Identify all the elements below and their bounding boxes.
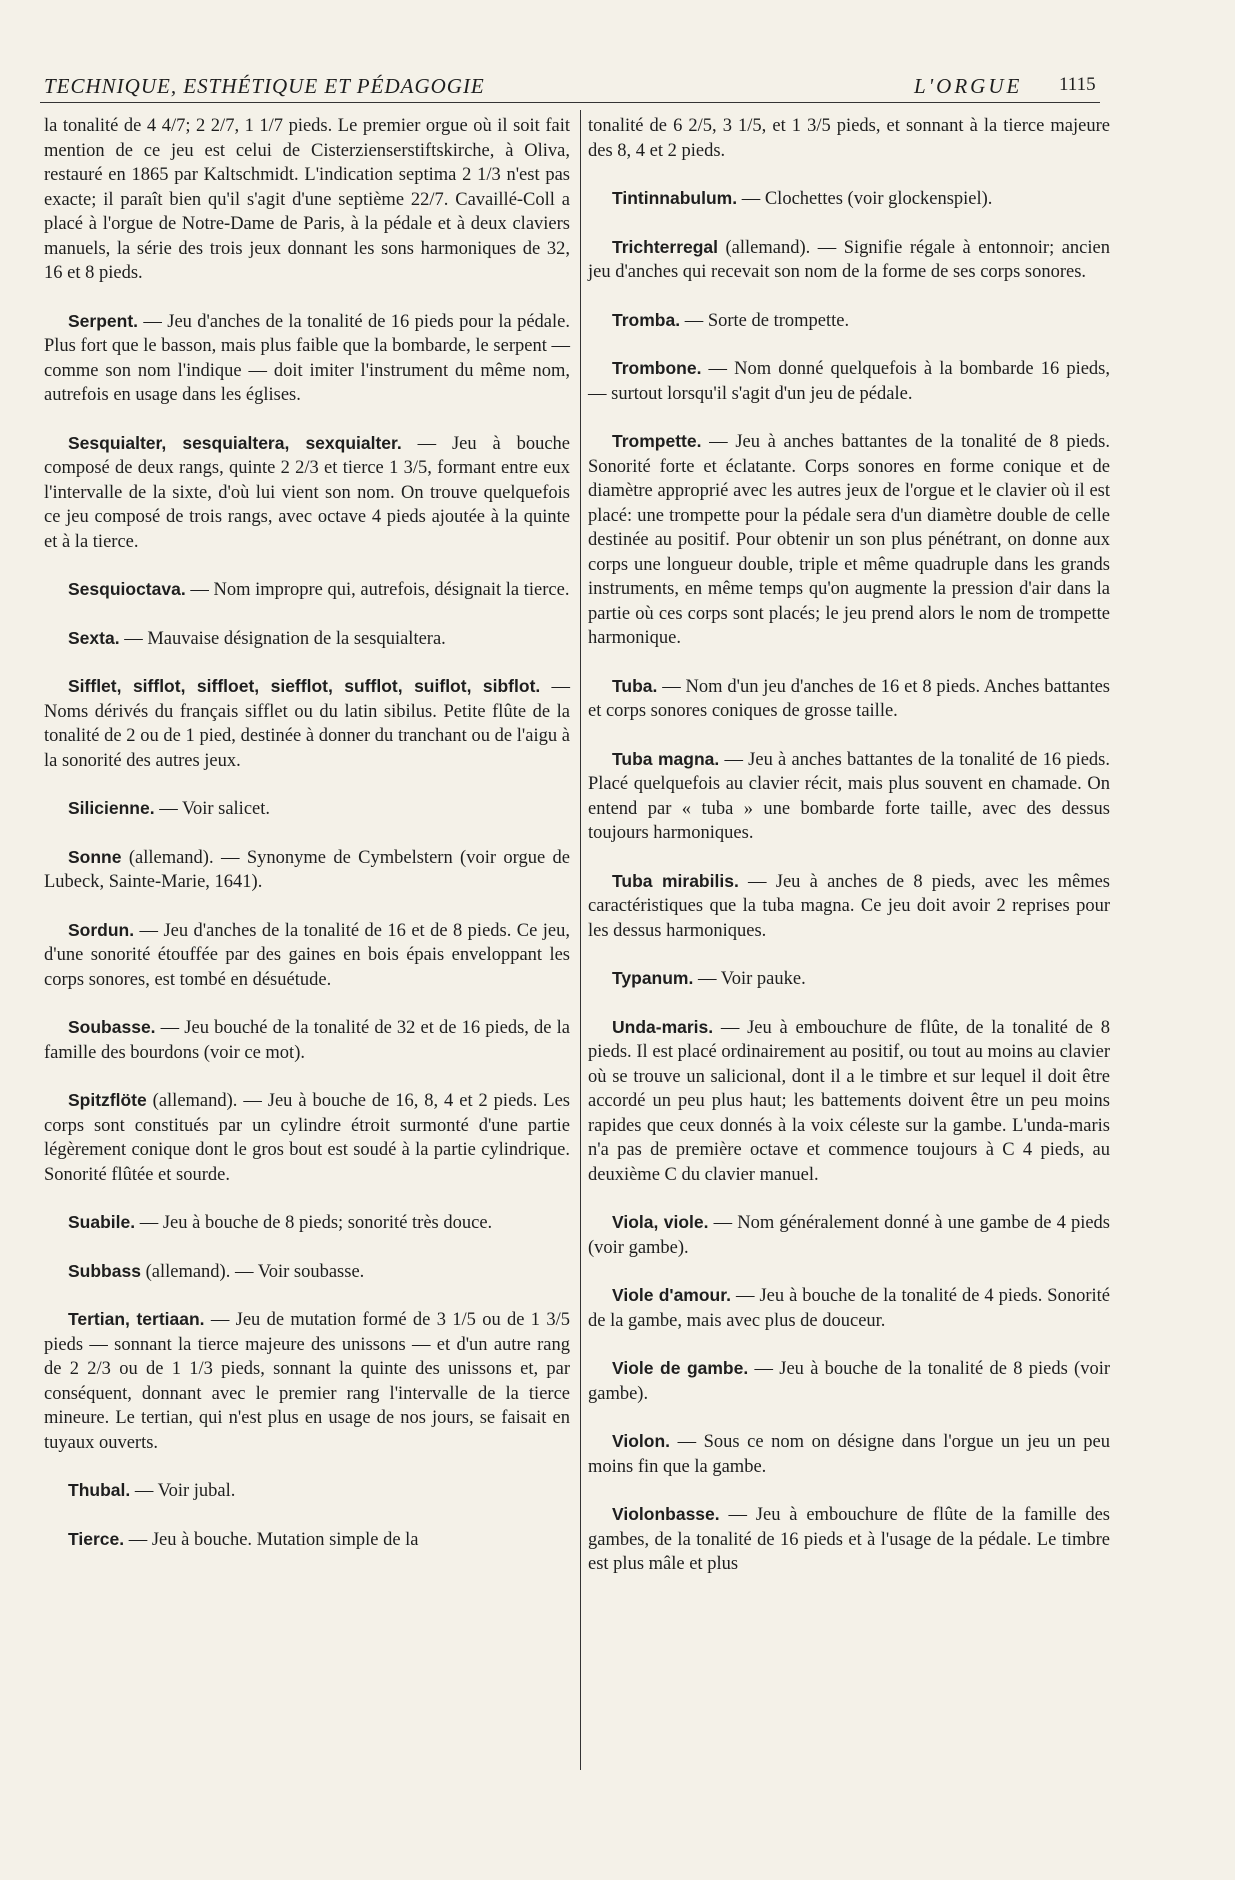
entry-text: — Nom impropre qui, autrefois, désignait la tierce.: [185, 580, 570, 600]
dictionary-entry: [44, 1478, 570, 1504]
entry-text: — Mauvaise désignation de la sesquialtera.: [119, 628, 446, 649]
entry-text: — Jeu à anches battantes de la tonalité de 8 pieds. Sonorité forte et éclatante. Corps sonores en forme conique et de diamètre approprié avec les autres jeux de l'orgue et le clavier où il est placé: une trompette pour la pédale sera d'un diamètre double de celle destinée au positif. Pour obtenir un son plus pénétrant, on donne aux corps une longueur double, triple et même quadruple dans les grands instruments, en même temps qu'on augmente la pression d'air dans la partie où ces corps sont placés; le jeu prend alors le nom de trompette harmonique.: [588, 432, 1110, 648]
entry-text: (allemand). — Signifie régale à entonnoir; ancien jeu d'anches qui recevait son nom de la forme de ses corps sonores.: [588, 237, 1110, 282]
entry-text: — Jeu bouché de la tonalité de 32 et de 16 pieds, de la famille des bourdons (voir ce mot).: [44, 1018, 570, 1063]
entry-term: Spitzflöte: [68, 1090, 147, 1110]
entry-term: Tromba.: [612, 309, 681, 330]
entry-text: — Jeu à bouche. Mutation simple de la: [124, 1529, 419, 1550]
entry-term: Tuba mirabilis.: [612, 870, 739, 891]
dictionary-entry: [44, 918, 570, 993]
entry-text: — Voir pauke.: [693, 969, 806, 989]
entry-term: Trompette.: [612, 431, 702, 451]
dictionary-entry: [44, 1527, 570, 1553]
dictionary-entry: [588, 747, 1110, 846]
entry-text: — Jeu à bouche de 8 pieds; sonorité très douce.: [135, 1213, 493, 1233]
entry-text: — Jeu à anches de 8 pieds, avec les mêmes caractéristiques que la tuba magna. Ce jeu doit avoir 2 reprises pour les dessus harmoniques.: [588, 871, 1110, 941]
entry-term: Violon.: [612, 1431, 671, 1451]
entry-text: — Clochettes (voir glockenspiel).: [737, 189, 993, 209]
dictionary-entry: [44, 1307, 570, 1455]
page-header: [44, 74, 1105, 98]
dictionary-entry: [588, 235, 1110, 285]
page-number: 1115: [1059, 74, 1096, 95]
dictionary-entry: [44, 845, 570, 895]
entry-term: Tuba magna.: [612, 748, 720, 769]
dictionary-entry: [44, 1015, 570, 1065]
entry-text: — Voir salicet.: [154, 799, 271, 819]
entry-text: — Jeu à bouche de la tonalité de 4 pieds. Sonorité de la gambe, mais avec plus de douceur.: [588, 1286, 1110, 1331]
entry-term: Trichterregal: [612, 236, 719, 257]
entry-text: — Nom d'un jeu d'anches de 16 et 8 pieds. Anches battantes et corps sonores coniques de grosse taille.: [588, 676, 1110, 721]
dictionary-entry: [44, 674, 570, 773]
dictionary-entry: [588, 1356, 1110, 1406]
entry-term: Sexta.: [68, 627, 120, 648]
entry-term: Unda-maris.: [612, 1016, 714, 1037]
dictionary-entry: [588, 1015, 1110, 1188]
dictionary-entry: [588, 1210, 1110, 1260]
dictionary-entry: [588, 674, 1110, 724]
entry-term: Sordun.: [68, 919, 135, 940]
column-divider: [580, 110, 581, 1770]
entry-text: — Jeu d'anches de la tonalité de 16 pieds pour la pédale. Plus fort que le basson, mais plus faible que la bombarde, le serpent — comme son nom l'indique — doit imiter l'instrument du même nom, autrefois en usage dans les églises.: [44, 311, 570, 405]
dictionary-entry: [44, 1259, 570, 1285]
dictionary-entry: [588, 429, 1110, 651]
entry-term: Suabile.: [68, 1212, 136, 1232]
entry-text: — Jeu à bouche de la tonalité de 8 pieds (voir gambe).: [588, 1359, 1111, 1404]
right-column: [588, 114, 1110, 1600]
entry-text: — Jeu à embouchure de flûte, de la tonalité de 8 pieds. Il est placé ordinairement au positif, ou tout au moins au clavier où se trouve un salicional, dont il a le timbre et sur lequel il doit être accordé un peu plus haut; les battements doivent être un peu moins rapides que ceux donnés à la voix céleste sur la gambe. L'unda-maris n'a pas de première octave et commence toujours à C 4 pieds, au deuxième C du clavier manuel.: [588, 1017, 1110, 1185]
entry-text: — Jeu à bouche composé de deux rangs, quinte 2 2/3 et tierce 1 3/5, formant entre eux l'intervalle de la sixte, d'où lui vient son nom. On trouve quelquefois ce jeu composé de trois rangs, avec octave 4 pieds ajoutée à la quinte et à la tierce.: [44, 433, 570, 552]
entry-text: (allemand). — Voir soubasse.: [140, 1261, 365, 1282]
dictionary-entry: [44, 577, 570, 603]
entry-text: — Jeu à embouchure de flûte de la famille des gambes, de la tonalité de 16 pieds et à l'usage de la pédale. Le timbre est plus mâle et plus: [588, 1505, 1110, 1574]
entry-text: (allemand). — Synonyme de Cymbelstern (voir orgue de Lubeck, Sainte-Marie, 1641).: [44, 847, 570, 892]
entry-term: Sifflet, sifflot, siffloet, siefflot, sufflot, suiflot, sibflot.: [68, 676, 541, 696]
dictionary-entry: [588, 869, 1110, 944]
entry-term: Violonbasse.: [612, 1504, 720, 1524]
section-title: L'ORGUE: [914, 74, 1023, 98]
entry-text: — Jeu à anches battantes de la tonalité de 16 pieds. Placé quelquefois au clavier récit, mais plus souvent en chamade. On entend par « tuba » une bombarde forte taille, avec des dessus toujours harmoniques.: [588, 749, 1111, 843]
dictionary-entry: [44, 1088, 570, 1187]
entry-term: Serpent.: [68, 310, 139, 331]
dictionary-entry: [588, 1502, 1110, 1577]
entry-term: Tintinnabulum.: [612, 188, 738, 208]
entry-text: — Nom généralement donné à une gambe de 4 pieds (voir gambe).: [588, 1213, 1111, 1258]
entry-term: Tuba.: [612, 675, 658, 696]
entry-text: — Nom donné quelquefois à la bombarde 16 pieds, — surtout lorsqu'il s'agit d'un jeu de pédale.: [588, 359, 1110, 404]
entry-term: Tertian, tertiaan.: [68, 1309, 205, 1329]
entry-term: Viola, viole.: [612, 1212, 709, 1232]
entry-text: — Jeu d'anches de la tonalité de 16 et de 8 pieds. Ce jeu, d'une sonorité étouffée par des gaines en bois épais enveloppant les corps sonores, est tombé en désuétude.: [44, 920, 570, 990]
entry-term: Sesquioctava.: [68, 579, 186, 599]
entry-text: — Sous ce nom on désigne dans l'orgue un jeu un peu moins fin que la gambe.: [588, 1432, 1110, 1477]
entry-text: la tonalité de 4 4/7; 2 2/7, 1 1/7 pieds. Le premier orgue où il soit fait mention de ce jeu est celui de Cisterzienserstiftskirche, à Oliva, restauré en 1865 par Kaltschmidt. L'indication septima 2 1/3 n'est pas exacte; il paraît bien qu'il s'agit d'une septième 22/7. Cavaillé-Coll a placé à l'orgue de Notre-Dame de Paris, à la pédale et à deux claviers manuels, la série des trois jeux donnant les sons harmoniques de 32, 16 et 8 pieds.: [44, 116, 570, 283]
entry-text: — Sorte de trompette.: [680, 310, 850, 331]
dictionary-entry: [44, 309, 570, 408]
entry-term: Soubasse.: [68, 1017, 156, 1037]
dictionary-entry: [44, 431, 570, 555]
entry-term: Viole de gambe.: [612, 1358, 749, 1378]
dictionary-entry: [588, 114, 1110, 163]
dictionary-entry: [44, 114, 570, 286]
dictionary-entry: [588, 356, 1110, 406]
dictionary-entry: [588, 186, 1110, 212]
entry-term: Subbass: [68, 1260, 141, 1281]
entry-term: Sonne: [68, 846, 122, 867]
entry-term: Typanum.: [612, 968, 694, 988]
entry-text: — Jeu de mutation formé de 3 1/5 ou de 1 3/5 pieds — sonnant la tierce majeure des unissons — et d'un autre rang de 2 2/3 ou de 1 1/3 pieds, sonnant la quinte des unissons et, par conséquent, donnant avec le premier rang l'intervalle de la tierce mineure. Le tertian, qui n'est plus en usage de nos jours, se faisait en tuyaux ouverts.: [44, 1310, 570, 1453]
entry-text: — Voir jubal.: [130, 1481, 236, 1501]
entry-text: tonalité de 6 2/5, 3 1/5, et 1 3/5 pieds, et sonnant à la tierce majeure des 8, 4 et 2 pieds.: [588, 116, 1110, 161]
dictionary-entry: [588, 308, 1110, 334]
entry-text: — Noms dérivés du français sifflet ou du latin sibilus. Petite flûte de la tonalité de 2 ou de 1 pied, destinée à donner du tranchant ou de l'aigu à la sonorité des autres jeux.: [44, 677, 570, 771]
entry-term: Sesquialter, sesquialtera, sexquialter.: [68, 432, 402, 453]
entry-term: Silicienne.: [68, 798, 155, 818]
dictionary-entry: [44, 1210, 570, 1236]
entry-term: Tierce.: [68, 1528, 125, 1549]
dictionary-entry: [44, 626, 570, 652]
entry-term: Trombone.: [612, 358, 702, 378]
left-column: [44, 114, 570, 1575]
dictionary-entry: [588, 1429, 1110, 1479]
header-rule: [40, 102, 1100, 103]
entry-term: Thubal.: [68, 1480, 131, 1500]
entry-text: (allemand). — Jeu à bouche de 16, 8, 4 et 2 pieds. Les corps sont constitués par un cylindre étroit surmonté d'une partie légèrement conique dont le gros bout est soudé à la partie cylindrique. Sonorité flûtée et sourde.: [44, 1091, 570, 1185]
running-head: TECHNIQUE, ESTHÉTIQUE ET PÉDAGOGIE: [44, 74, 485, 98]
dictionary-entry: [44, 796, 570, 822]
dictionary-entry: [588, 1283, 1110, 1333]
dictionary-entry: [588, 966, 1110, 992]
entry-term: Viole d'amour.: [612, 1285, 731, 1305]
